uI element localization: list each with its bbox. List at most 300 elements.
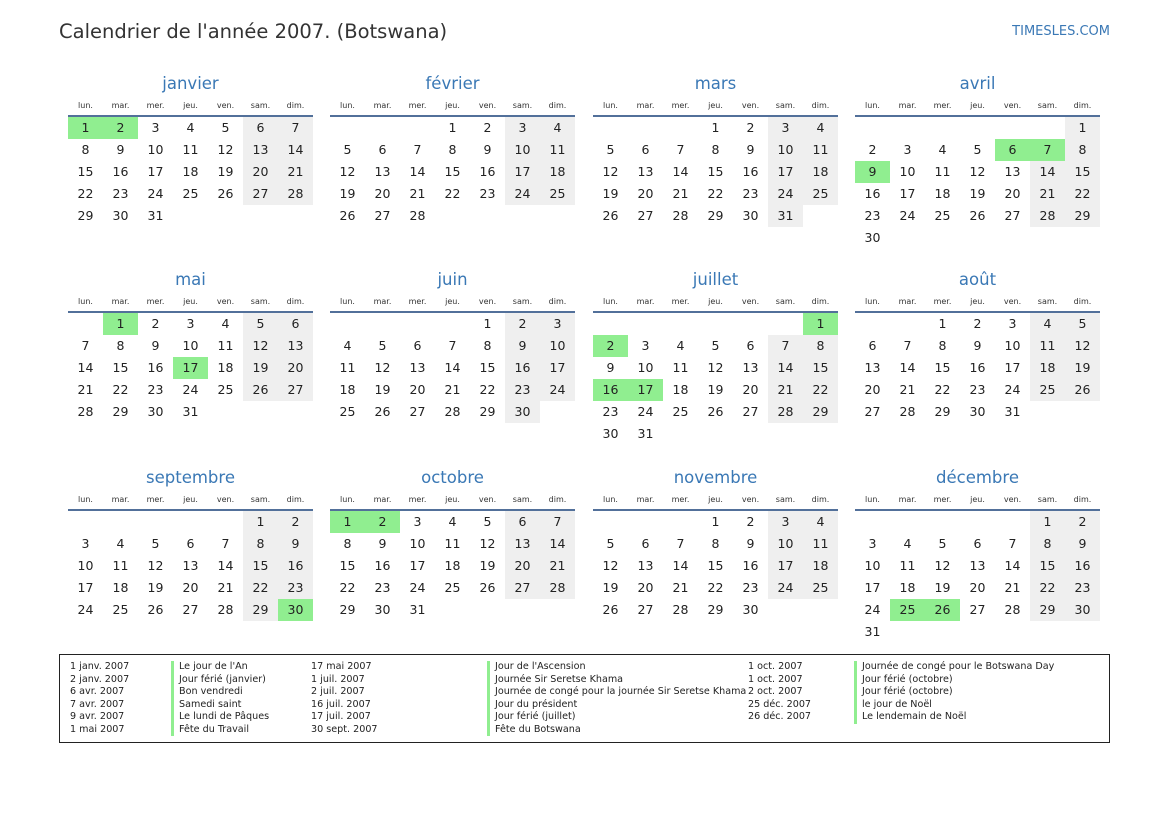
weekday-label: mer.: [146, 297, 165, 306]
weekday-label: ven.: [741, 297, 760, 306]
weekday-label: ven.: [216, 297, 235, 306]
holiday-date: 7 avr. 2007: [70, 698, 125, 710]
day-cell: 19: [374, 382, 391, 397]
days-grid: [593, 313, 838, 445]
empty-cell: [890, 117, 925, 139]
day-cell: 15: [707, 558, 724, 573]
weekday-label: ven.: [741, 101, 760, 110]
day-cell: 19: [217, 164, 234, 179]
day-cell: 6: [186, 536, 195, 551]
holiday-day-cell: 7: [1030, 139, 1065, 161]
day-cell: 22: [112, 382, 129, 397]
day-cell: 17: [768, 161, 803, 183]
holiday-day-cell: 1: [68, 117, 103, 139]
holiday-name: Jour du président: [487, 699, 577, 712]
day-cell: 28: [1004, 602, 1021, 617]
weekday-label: jeu.: [445, 297, 460, 306]
day-cell: 15: [77, 164, 94, 179]
day-cell: 25: [339, 404, 356, 419]
weekday-label: sam.: [775, 101, 796, 110]
day-cell: 3: [81, 536, 90, 551]
day-cell: 20: [637, 186, 654, 201]
empty-cell: [995, 117, 1030, 139]
holiday-day-cell: 9: [855, 161, 890, 183]
day-cell: 11: [1030, 335, 1065, 357]
weekday-label: lun.: [603, 101, 618, 110]
day-cell: 29: [1030, 599, 1065, 621]
day-cell: 25: [182, 186, 199, 201]
weekday-label: dim.: [811, 495, 830, 504]
day-cell: 4: [803, 511, 838, 533]
day-cell: 19: [602, 580, 619, 595]
day-cell: 20: [742, 382, 759, 397]
day-cell: 2: [278, 511, 313, 533]
weekday-label: dim.: [1073, 297, 1092, 306]
weekday-label: sam.: [512, 101, 533, 110]
weekday-label: sam.: [512, 297, 533, 306]
day-cell: 6: [746, 338, 755, 353]
day-cell: 22: [707, 580, 724, 595]
day-cell: 28: [278, 183, 313, 205]
day-cell: 9: [483, 142, 492, 157]
weekday-label: dim.: [548, 297, 567, 306]
day-cell: 17: [864, 580, 881, 595]
weekday-label: dim.: [286, 495, 305, 504]
day-cell: 18: [444, 558, 461, 573]
day-cell: 29: [707, 602, 724, 617]
empty-cell: [208, 511, 243, 533]
day-cell: 8: [938, 338, 947, 353]
weekday-label: mer.: [933, 495, 952, 504]
month-block: [855, 73, 1100, 249]
day-cell: 8: [81, 142, 90, 157]
month-block: [330, 73, 575, 227]
day-cell: 14: [768, 357, 803, 379]
day-cell: 22: [444, 186, 461, 201]
weekday-label: lun.: [603, 297, 618, 306]
day-cell: 9: [278, 533, 313, 555]
empty-cell: [68, 511, 103, 533]
day-cell: 23: [602, 404, 619, 419]
day-cell: 29: [707, 208, 724, 223]
month-block: [593, 73, 838, 227]
day-cell: 2: [1065, 511, 1100, 533]
day-cell: 15: [479, 360, 496, 375]
day-cell: 1: [448, 120, 457, 135]
holiday-date: 2 juil. 2007: [311, 686, 365, 697]
day-cell: 11: [803, 533, 838, 555]
day-cell: 1: [1030, 511, 1065, 533]
weekday-label: mer.: [146, 101, 165, 110]
legend-row: [748, 674, 1168, 687]
holiday-name: Fête du Botswana: [487, 724, 581, 737]
day-cell: 26: [707, 404, 724, 419]
day-cell: 13: [505, 533, 540, 555]
day-cell: 4: [676, 338, 685, 353]
holiday-name: Bon vendredi: [171, 686, 243, 699]
day-cell: 26: [479, 580, 496, 595]
day-cell: 13: [637, 164, 654, 179]
day-cell: 21: [768, 379, 803, 401]
month-block: [855, 467, 1100, 643]
weekday-label: dim.: [1073, 101, 1092, 110]
month-name: septembre: [146, 468, 235, 487]
legend-row: [311, 724, 731, 737]
weekday-header: [593, 489, 838, 511]
empty-cell: [400, 313, 435, 335]
days-grid: [855, 117, 1100, 249]
weekday-label: ven.: [216, 101, 235, 110]
holiday-name: Le lendemain de Noël: [854, 711, 966, 724]
day-cell: 21: [409, 186, 426, 201]
day-cell: 3: [641, 338, 650, 353]
day-cell: 29: [339, 602, 356, 617]
day-cell: 16: [742, 164, 759, 179]
day-cell: 14: [77, 360, 94, 375]
weekday-label: ven.: [216, 495, 235, 504]
day-cell: 19: [707, 382, 724, 397]
day-cell: 19: [969, 186, 986, 201]
day-cell: 10: [637, 360, 654, 375]
day-cell: 27: [505, 577, 540, 599]
day-cell: 12: [969, 164, 986, 179]
weekday-label: mar.: [373, 297, 392, 306]
day-cell: 13: [182, 558, 199, 573]
empty-cell: [365, 117, 400, 139]
weekday-label: dim.: [811, 297, 830, 306]
day-cell: 9: [746, 142, 755, 157]
day-cell: 17: [409, 558, 426, 573]
weekday-label: lun.: [340, 297, 355, 306]
day-cell: 24: [864, 602, 881, 617]
day-cell: 20: [1004, 186, 1021, 201]
day-cell: 26: [969, 208, 986, 223]
day-cell: 25: [540, 183, 575, 205]
empty-cell: [890, 313, 925, 335]
month-name: novembre: [673, 468, 758, 487]
legend-row: [311, 686, 747, 699]
day-cell: 12: [374, 360, 391, 375]
weekday-header: [330, 291, 575, 313]
day-cell: 15: [1030, 555, 1065, 577]
weekday-label: jeu.: [708, 101, 723, 110]
weekday-label: jeu.: [970, 297, 985, 306]
day-cell: 1: [711, 120, 720, 135]
day-cell: 22: [77, 186, 94, 201]
holiday-name: le jour de Noël: [854, 699, 932, 712]
day-cell: 29: [803, 401, 838, 423]
day-cell: 15: [1065, 161, 1100, 183]
day-cell: 27: [409, 404, 426, 419]
empty-cell: [138, 511, 173, 533]
weekday-label: ven.: [1003, 297, 1022, 306]
day-cell: 28: [672, 208, 689, 223]
days-grid: [855, 313, 1100, 423]
day-cell: 5: [243, 313, 278, 335]
legend-row: [311, 699, 731, 712]
day-cell: 24: [768, 577, 803, 599]
day-cell: 18: [899, 580, 916, 595]
day-cell: 5: [151, 536, 160, 551]
weekday-header: [855, 95, 1100, 117]
day-cell: 28: [768, 401, 803, 423]
month-block: [330, 269, 575, 423]
empty-cell: [330, 313, 365, 335]
month-block: [593, 269, 838, 445]
weekday-header: [68, 489, 313, 511]
day-cell: 16: [278, 555, 313, 577]
day-cell: 29: [1065, 205, 1100, 227]
day-cell: 24: [77, 602, 94, 617]
empty-cell: [593, 313, 628, 335]
day-cell: 18: [339, 382, 356, 397]
day-cell: 24: [637, 404, 654, 419]
holiday-day-cell: 30: [278, 599, 313, 621]
day-cell: 26: [374, 404, 391, 419]
holiday-day-cell: 1: [103, 313, 138, 335]
day-cell: 9: [378, 536, 387, 551]
day-cell: 16: [742, 558, 759, 573]
day-cell: 28: [444, 404, 461, 419]
day-cell: 30: [112, 208, 129, 223]
day-cell: 24: [899, 208, 916, 223]
day-cell: 18: [182, 164, 199, 179]
day-cell: 17: [77, 580, 94, 595]
empty-cell: [663, 313, 698, 335]
day-cell: 16: [112, 164, 129, 179]
empty-cell: [173, 511, 208, 533]
day-cell: 31: [1004, 404, 1021, 419]
day-cell: 8: [803, 335, 838, 357]
day-cell: 21: [217, 580, 234, 595]
day-cell: 8: [1065, 139, 1100, 161]
day-cell: 8: [483, 338, 492, 353]
empty-cell: [768, 313, 803, 335]
day-cell: 18: [1030, 357, 1065, 379]
weekday-label: lun.: [78, 495, 93, 504]
day-cell: 4: [903, 536, 912, 551]
empty-cell: [330, 117, 365, 139]
day-cell: 15: [339, 558, 356, 573]
holiday-day-cell: 17: [628, 379, 663, 401]
day-cell: 22: [1065, 183, 1100, 205]
day-cell: 31: [768, 205, 803, 227]
day-cell: 4: [938, 142, 947, 157]
day-cell: 22: [803, 379, 838, 401]
day-cell: 21: [540, 555, 575, 577]
weekday-label: mar.: [898, 297, 917, 306]
days-grid: [330, 313, 575, 423]
day-cell: 4: [803, 117, 838, 139]
weekday-label: sam.: [1037, 101, 1058, 110]
holiday-name: Journée de congé pour la journée Sir Seretse Khama: [487, 686, 746, 699]
weekday-label: mer.: [408, 101, 427, 110]
day-cell: 15: [243, 555, 278, 577]
weekday-label: sam.: [250, 495, 271, 504]
day-cell: 25: [803, 183, 838, 205]
day-cell: 23: [147, 382, 164, 397]
day-cell: 8: [711, 536, 720, 551]
day-cell: 23: [969, 382, 986, 397]
day-cell: 14: [672, 558, 689, 573]
month-name: février: [425, 74, 480, 93]
day-cell: 5: [973, 142, 982, 157]
day-cell: 20: [637, 580, 654, 595]
empty-cell: [663, 511, 698, 533]
day-cell: 8: [1030, 533, 1065, 555]
days-grid: [68, 117, 313, 227]
empty-cell: [628, 511, 663, 533]
empty-cell: [103, 511, 138, 533]
holiday-date: 9 avr. 2007: [70, 711, 125, 722]
holiday-date: 17 juil. 2007: [311, 711, 371, 722]
holiday-name: Le jour de l'An: [171, 661, 248, 674]
day-cell: 6: [641, 142, 650, 157]
day-cell: 16: [147, 360, 164, 375]
day-cell: 23: [505, 379, 540, 401]
holiday-day-cell: 2: [365, 511, 400, 533]
legend-row: [748, 711, 1168, 724]
day-cell: 18: [112, 580, 129, 595]
holiday-day-cell: 16: [593, 379, 628, 401]
empty-cell: [960, 117, 995, 139]
day-cell: 26: [243, 379, 278, 401]
day-cell: 20: [969, 580, 986, 595]
day-cell: 21: [1004, 580, 1021, 595]
empty-cell: [855, 117, 890, 139]
day-cell: 7: [676, 142, 685, 157]
day-cell: 23: [1065, 577, 1100, 599]
holiday-day-cell: 1: [330, 511, 365, 533]
day-cell: 11: [444, 536, 461, 551]
day-cell: 28: [77, 404, 94, 419]
day-cell: 15: [444, 164, 461, 179]
weekday-header: [593, 95, 838, 117]
day-cell: 21: [672, 186, 689, 201]
day-cell: 8: [116, 338, 125, 353]
weekday-label: mer.: [933, 101, 952, 110]
legend-column: [311, 661, 747, 736]
day-cell: 4: [343, 338, 352, 353]
day-cell: 31: [409, 602, 426, 617]
day-cell: 14: [278, 139, 313, 161]
day-cell: 31: [147, 208, 164, 223]
weekday-label: lun.: [78, 297, 93, 306]
holiday-date: 30 sept. 2007: [311, 723, 378, 735]
day-cell: 10: [768, 139, 803, 161]
holiday-day-cell: 2: [103, 117, 138, 139]
day-cell: 21: [77, 382, 94, 397]
holiday-day-cell: 1: [803, 313, 838, 335]
day-cell: 29: [934, 404, 951, 419]
day-cell: 13: [864, 360, 881, 375]
weekday-header: [855, 489, 1100, 511]
day-cell: 27: [637, 208, 654, 223]
day-cell: 28: [899, 404, 916, 419]
day-cell: 23: [742, 186, 759, 201]
days-grid: [593, 117, 838, 227]
day-cell: 22: [479, 382, 496, 397]
day-cell: 7: [413, 142, 422, 157]
weekday-label: jeu.: [445, 495, 460, 504]
day-cell: 25: [672, 404, 689, 419]
site-link[interactable]: TIMESLES.COM: [1012, 24, 1110, 39]
day-cell: 24: [182, 382, 199, 397]
day-cell: 12: [1065, 335, 1100, 357]
empty-cell: [1030, 117, 1065, 139]
day-cell: 2: [868, 142, 877, 157]
day-cell: 26: [147, 602, 164, 617]
weekday-label: lun.: [340, 101, 355, 110]
days-grid: [855, 511, 1100, 643]
day-cell: 18: [672, 382, 689, 397]
month-name: décembre: [936, 468, 1019, 487]
day-cell: 3: [903, 142, 912, 157]
day-cell: 24: [409, 580, 426, 595]
weekday-label: dim.: [286, 297, 305, 306]
day-cell: 20: [243, 161, 278, 183]
page-title: Calendrier de l'année 2007. (Botswana): [59, 20, 448, 43]
holiday-name: Journée de congé pour le Botswana Day: [854, 661, 1054, 674]
empty-cell: [400, 117, 435, 139]
day-cell: 6: [243, 117, 278, 139]
day-cell: 21: [444, 382, 461, 397]
day-cell: 12: [602, 558, 619, 573]
day-cell: 23: [864, 208, 881, 223]
day-cell: 19: [1065, 357, 1100, 379]
day-cell: 7: [448, 338, 457, 353]
day-cell: 5: [221, 120, 230, 135]
day-cell: 15: [934, 360, 951, 375]
weekday-label: ven.: [1003, 495, 1022, 504]
day-cell: 1: [711, 514, 720, 529]
holiday-date: 26 déc. 2007: [748, 711, 812, 722]
day-cell: 10: [409, 536, 426, 551]
days-grid: [68, 313, 313, 423]
day-cell: 25: [1030, 379, 1065, 401]
weekday-label: ven.: [478, 297, 497, 306]
day-cell: 20: [182, 580, 199, 595]
weekday-label: sam.: [775, 495, 796, 504]
holiday-date: 17 mai 2007: [311, 661, 372, 672]
day-cell: 4: [540, 117, 575, 139]
day-cell: 25: [217, 382, 234, 397]
day-cell: 9: [746, 536, 755, 551]
legend-column: [748, 661, 1168, 724]
day-cell: 29: [77, 208, 94, 223]
day-cell: 17: [505, 161, 540, 183]
day-cell: 31: [864, 624, 881, 639]
day-cell: 22: [934, 382, 951, 397]
weekday-label: ven.: [1003, 101, 1022, 110]
weekday-label: ven.: [741, 495, 760, 504]
legend-row: [311, 674, 731, 687]
day-cell: 14: [540, 533, 575, 555]
day-cell: 1: [938, 316, 947, 331]
day-cell: 24: [1004, 382, 1021, 397]
day-cell: 26: [217, 186, 234, 201]
day-cell: 4: [1030, 313, 1065, 335]
holiday-name: Jour férié (octobre): [854, 686, 953, 699]
day-cell: 4: [448, 514, 457, 529]
day-cell: 9: [505, 335, 540, 357]
day-cell: 19: [602, 186, 619, 201]
day-cell: 12: [147, 558, 164, 573]
day-cell: 5: [483, 514, 492, 529]
weekday-label: mar.: [373, 495, 392, 504]
weekday-label: dim.: [286, 101, 305, 110]
day-cell: 13: [1004, 164, 1021, 179]
